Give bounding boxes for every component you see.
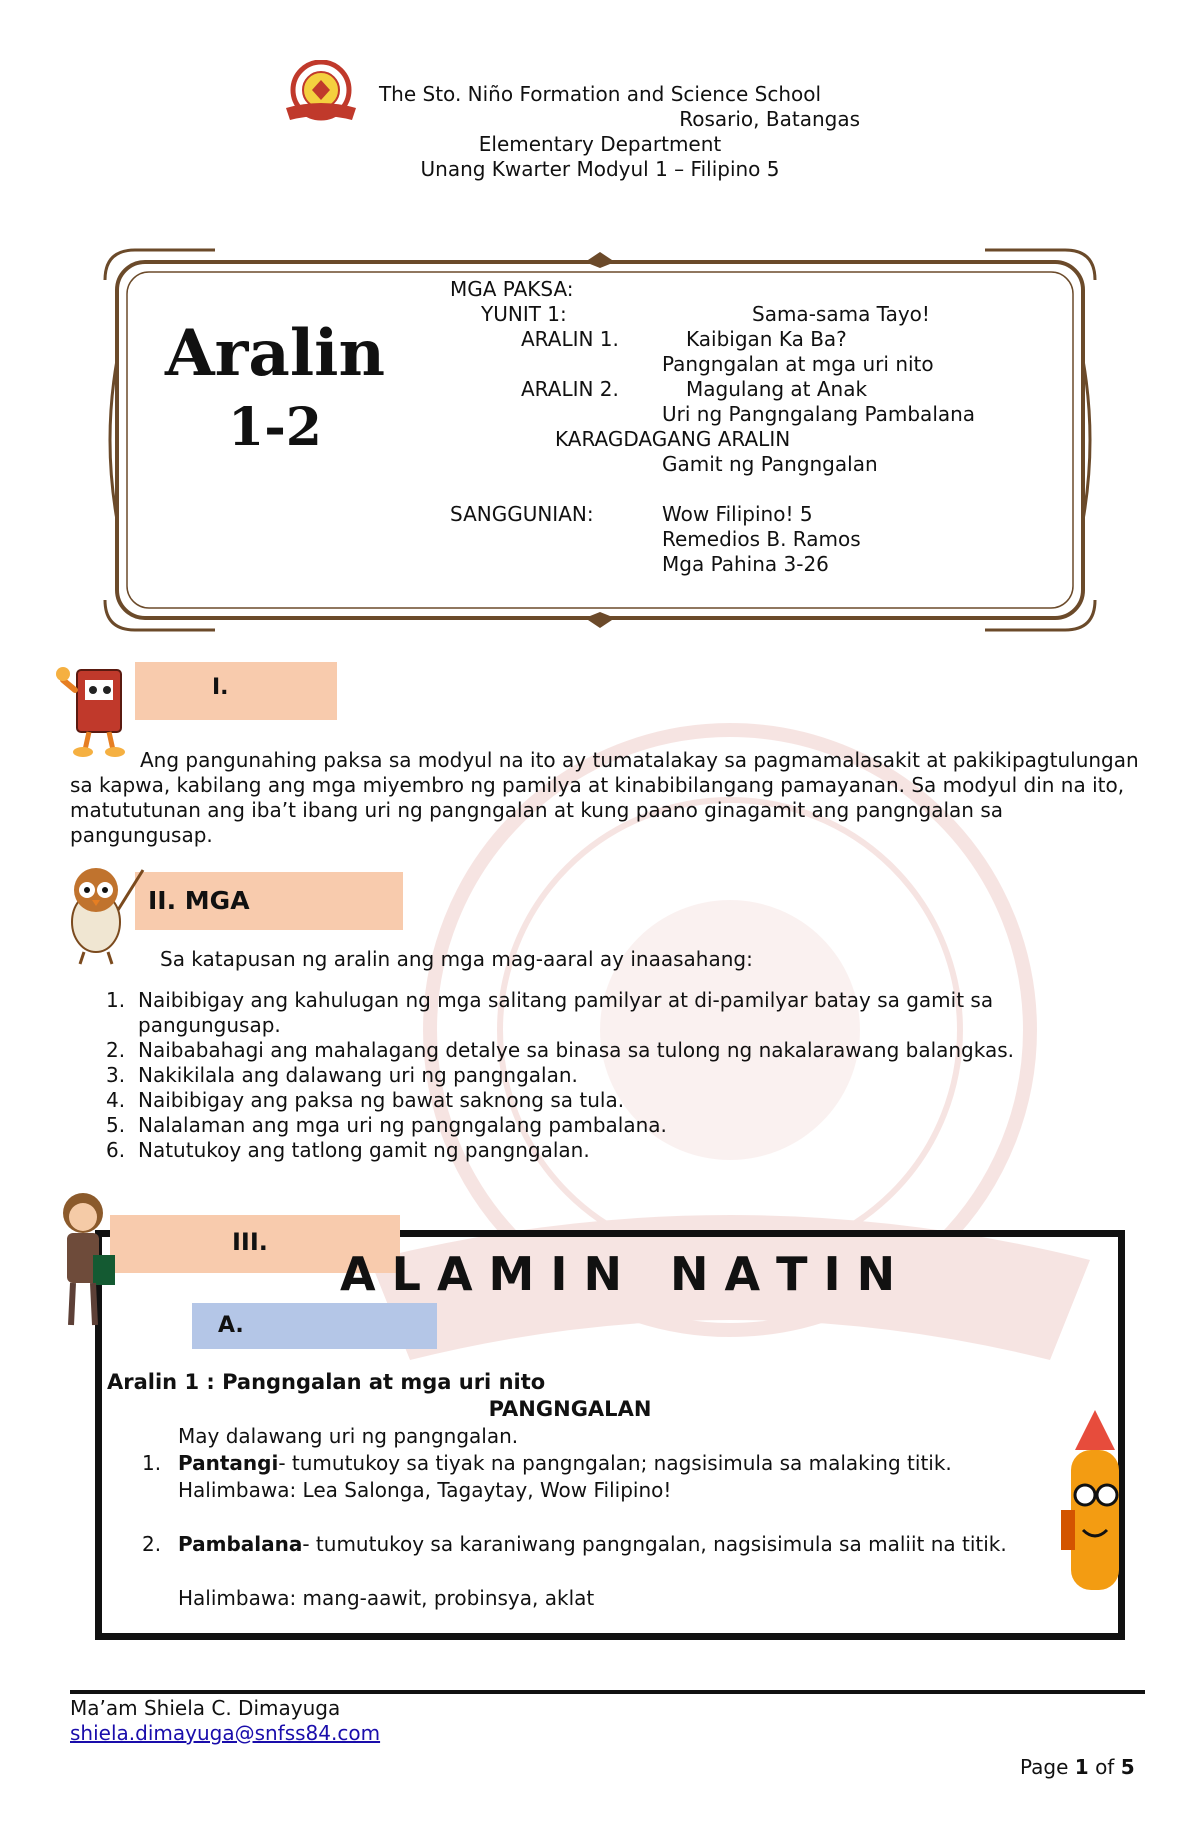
section2-intro: Sa katapusan ng aralin ang mga mag-aaral ay inaasahang:	[160, 947, 753, 971]
aralin2-sub: Uri ng Pangngalang Pambalana	[662, 402, 976, 426]
aralin2-title: Magulang at Anak	[686, 377, 868, 401]
page-current: 1	[1074, 1755, 1089, 1779]
list-item: 6. Natutukoy ang tatlong gamit ng pangngalan.	[106, 1138, 590, 1162]
aralin2-label: ARALIN 2.	[521, 377, 619, 401]
owl-mascot-icon	[58, 860, 148, 970]
section1-label: I.	[212, 675, 229, 700]
karagdagan-label: KARAGDAGANG ARALIN	[555, 427, 791, 451]
sanggunian-line: Wow Filipino! 5	[662, 502, 813, 526]
page-total: 5	[1120, 1755, 1135, 1779]
yunit-label: YUNIT 1:	[481, 302, 567, 326]
list-item: 5. Nalalaman ang mga uri ng pangngalang pambalana.	[106, 1113, 667, 1137]
list-item: 4. Naibibigay ang paksa ng bawat saknong sa tula.	[106, 1088, 625, 1112]
list-item: 2. Naibabahagi ang mahalagang detalye sa binasa sa tulong ng nakalarawang balangkas.	[106, 1038, 1015, 1062]
aralin1-sub: Pangngalan at mga uri nito	[662, 352, 934, 376]
book-mascot-icon	[55, 650, 145, 760]
yunit-value: Sama-sama Tayo!	[752, 302, 930, 326]
karagdagan-value: Gamit ng Pangngalan	[662, 452, 878, 476]
list-item: 1. Naibibigay ang kahulugan ng mga salitang pamilyar at di-pamilyar batay sa gamit sa pangungusap.	[106, 988, 994, 1037]
pantangi-item	[178, 1451, 1058, 1476]
school-town: Rosario, Batangas	[679, 107, 860, 131]
page-indicator	[1020, 1755, 1135, 1780]
teacher-mascot-icon	[45, 1185, 120, 1335]
item2-number: 2.	[142, 1532, 162, 1556]
page-word: Page	[1020, 1755, 1069, 1779]
sanggunian-line: Mga Pahina 3-26	[662, 552, 829, 576]
pambalana-example: Halimbawa: mang-aawit, probinsya, aklat	[178, 1586, 595, 1610]
pantangi-definition: - tumutukoy sa tiyak na pangngalan; nagsisimula sa malaking titik.	[278, 1451, 952, 1475]
pencil-mascot-icon	[1055, 1410, 1135, 1620]
aralin-title: Aralin	[165, 316, 385, 391]
aralin1-heading: Aralin 1 : Pangngalan at mga uri nito	[107, 1370, 546, 1394]
footer-email-link[interactable]: shiela.dimayuga@snfss84.com	[70, 1721, 381, 1745]
pangngalan-heading: PANGNGALAN	[488, 1397, 652, 1421]
page-of: of	[1095, 1755, 1115, 1779]
alamin-natin-banner: A L A M I N N A T I N	[340, 1247, 896, 1301]
pantangi-example: Halimbawa: Lea Salonga, Tagaytay, Wow Filipino!	[178, 1478, 672, 1502]
module-title: Unang Kwarter Modyul 1 – Filipino 5	[420, 157, 780, 181]
sanggunian-line: Remedios B. Ramos	[662, 527, 861, 551]
footer-rule	[70, 1690, 1145, 1694]
section2-label: II. MGA	[148, 886, 250, 915]
sanggunian-label: SANGGUNIAN:	[450, 502, 594, 526]
school-name: The Sto. Niño Formation and Science School	[378, 82, 822, 106]
pambalana-term: Pambalana	[178, 1532, 303, 1556]
list-item: 3. Nakikilala ang dalawang uri ng pangngalan.	[106, 1063, 578, 1087]
mga-paksa-label: MGA PAKSA:	[450, 277, 574, 301]
section3-intro: May dalawang uri ng pangngalan.	[178, 1424, 519, 1448]
department: Elementary Department	[478, 132, 722, 156]
section1-band	[135, 662, 337, 720]
section3-sub-label: A.	[218, 1313, 244, 1338]
pambalana-definition: - tumutukoy sa karaniwang pangngalan, nagsisimula sa maliit na titik.	[302, 1532, 1007, 1556]
section3-label: III.	[232, 1228, 268, 1256]
aralin1-label: ARALIN 1.	[521, 327, 619, 351]
aralin-number: 1-2	[228, 397, 322, 458]
footer-author: Ma’am Shiela C. Dimayuga	[70, 1696, 341, 1720]
objectives-list	[88, 988, 1138, 1163]
section1-paragraph: Ang pangunahing paksa sa modyul na ito ay tumatalakay sa pagmamalasakit at pakikipagtulungan sa kapwa, kabilang ang mga miyembro ng pamilya at kinabibilangang pamayanan. Sa modyul din na ito, matututunan ang iba’t ibang uri ng pangngalan at kung paano ginagamit ang pangngalan sa pangungusap.	[70, 748, 1139, 847]
pambalana-item	[178, 1532, 1058, 1557]
item1-number: 1.	[142, 1451, 162, 1475]
aralin1-title: Kaibigan Ka Ba?	[686, 327, 847, 351]
pantangi-term: Pantangi	[178, 1451, 279, 1475]
